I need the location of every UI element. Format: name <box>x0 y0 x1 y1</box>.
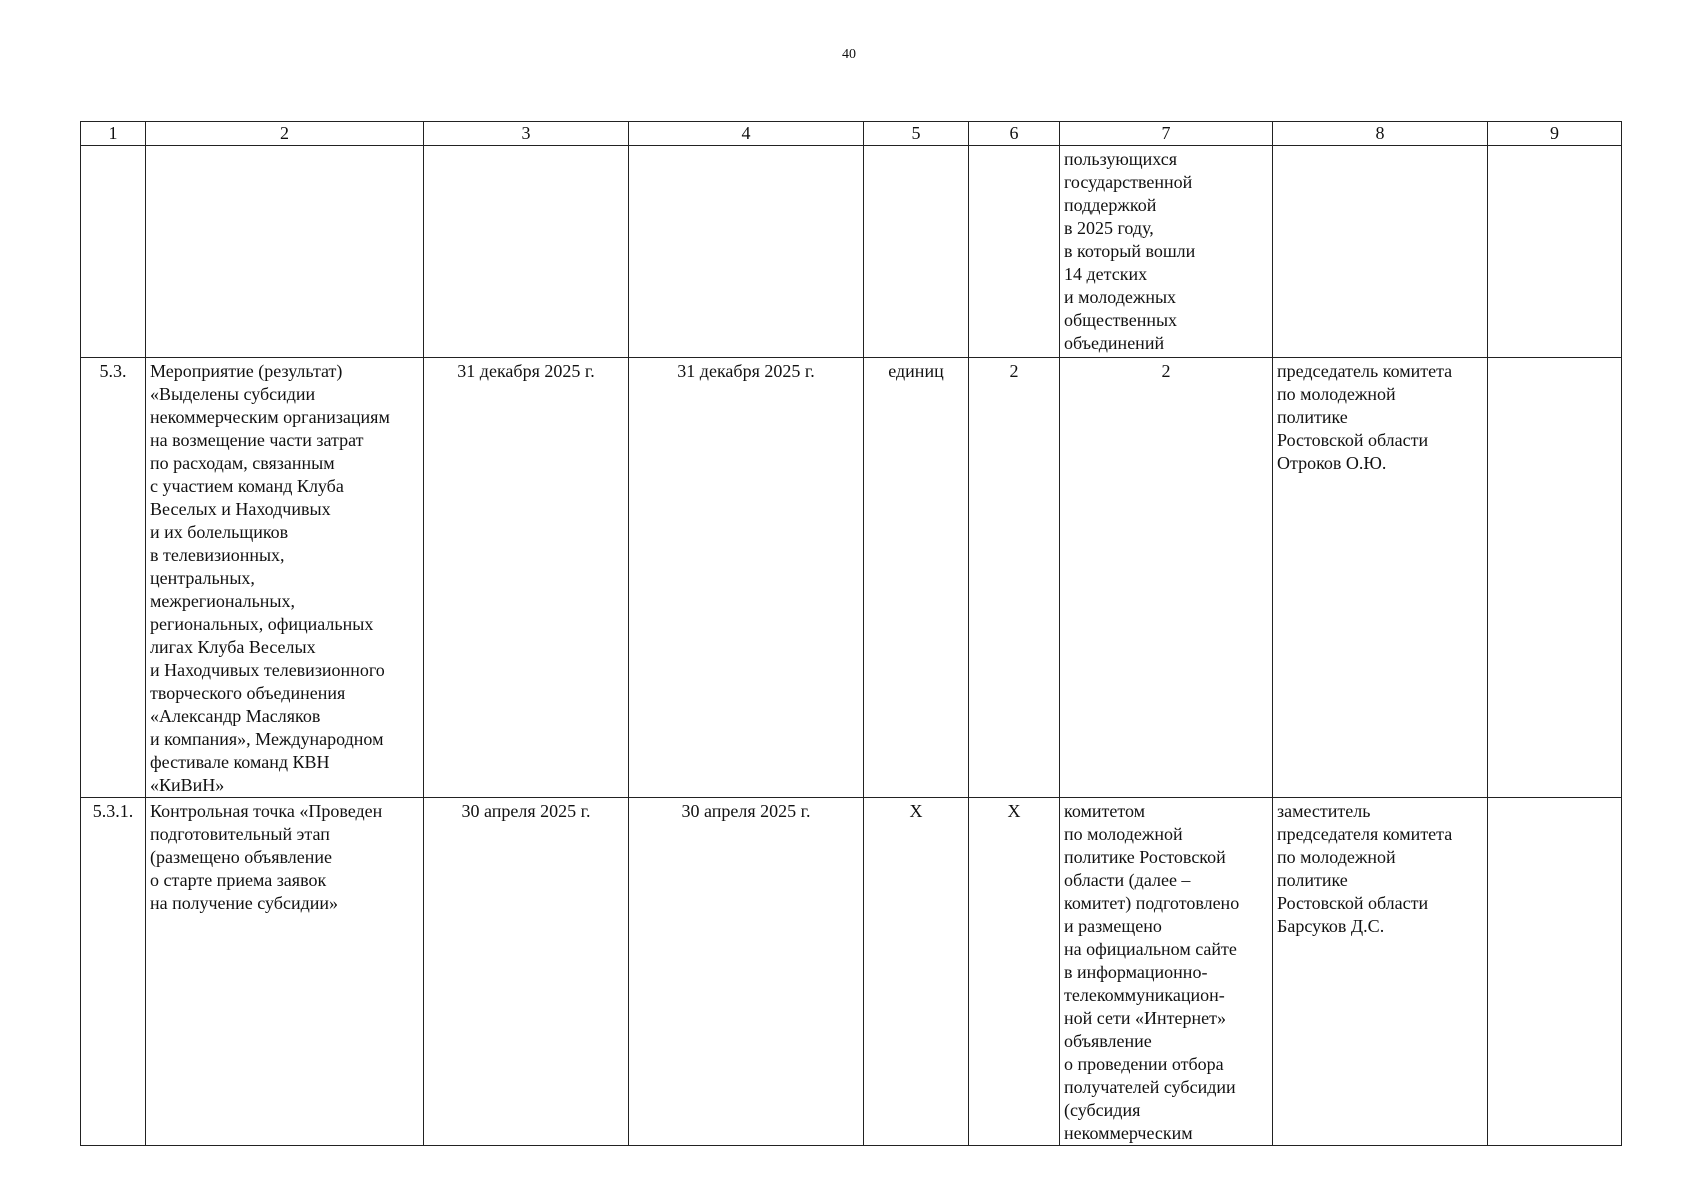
cell-date-end: 31 декабря 2025 г. <box>629 358 864 798</box>
table-row <box>81 798 1622 1146</box>
plan-table <box>80 121 1622 1146</box>
header-row <box>81 122 1622 146</box>
column-header: 6 <box>969 122 1060 146</box>
column-header: 2 <box>146 122 424 146</box>
cell-number: 5.3.1. <box>81 798 146 1146</box>
column-header: 3 <box>424 122 629 146</box>
table-row <box>81 358 1622 798</box>
cell-date-start: 31 декабря 2025 г. <box>424 358 629 798</box>
cell-result: комитетом по молодежной политике Ростовской области (далее – комитет) подготовлено и размещено на официальном сайте в информационно- телекоммуникацион- ной сети «Интернет» объявление о проведении отбора получателей субсидии (субсидия некоммерческим <box>1060 798 1273 1146</box>
page-number: 40 <box>842 47 856 62</box>
cell-result: пользующихся государственной поддержкой в 2025 году, в который вошли 14 детских и молодежных общественных объединений <box>1060 146 1273 358</box>
cell-unit <box>864 146 969 358</box>
cell-note <box>1488 146 1622 358</box>
table-row <box>81 146 1622 358</box>
cell-responsible: заместитель председателя комитета по молодежной политике Ростовской области Барсуков Д.С. <box>1273 798 1488 1146</box>
column-header: 8 <box>1273 122 1488 146</box>
cell-name: Контрольная точка «Проведен подготовительный этап (размещено объявление о старте приема заявок на получение субсидии» <box>146 798 424 1146</box>
column-header: 7 <box>1060 122 1273 146</box>
cell-date-end <box>629 146 864 358</box>
cell-value: 2 <box>969 358 1060 798</box>
cell-result: 2 <box>1060 358 1273 798</box>
column-header: 4 <box>629 122 864 146</box>
column-header: 5 <box>864 122 969 146</box>
cell-responsible <box>1273 146 1488 358</box>
cell-name: Мероприятие (результат) «Выделены субсидии некоммерческим организациям на возмещение части затрат по расходам, связанным с участием команд Клуба Веселых и Находчивых и их болельщиков в телевизионных, центральных, межрегиональных, региональных, официальных лигах Клуба Веселых и Находчивых телевизионного творческого объединения «Александр Масляков и компания», Международном фестивале команд КВН «КиВиН» <box>146 358 424 798</box>
cell-note <box>1488 798 1622 1146</box>
cell-responsible: председатель комитета по молодежной политике Ростовской области Отроков О.Ю. <box>1273 358 1488 798</box>
cell-name <box>146 146 424 358</box>
cell-value <box>969 146 1060 358</box>
cell-date-start: 30 апреля 2025 г. <box>424 798 629 1146</box>
cell-note <box>1488 358 1622 798</box>
column-header: 9 <box>1488 122 1622 146</box>
cell-number <box>81 146 146 358</box>
cell-number: 5.3. <box>81 358 146 798</box>
cell-date-end: 30 апреля 2025 г. <box>629 798 864 1146</box>
cell-value: Х <box>969 798 1060 1146</box>
cell-date-start <box>424 146 629 358</box>
column-header: 1 <box>81 122 146 146</box>
cell-unit: Х <box>864 798 969 1146</box>
cell-unit: единиц <box>864 358 969 798</box>
